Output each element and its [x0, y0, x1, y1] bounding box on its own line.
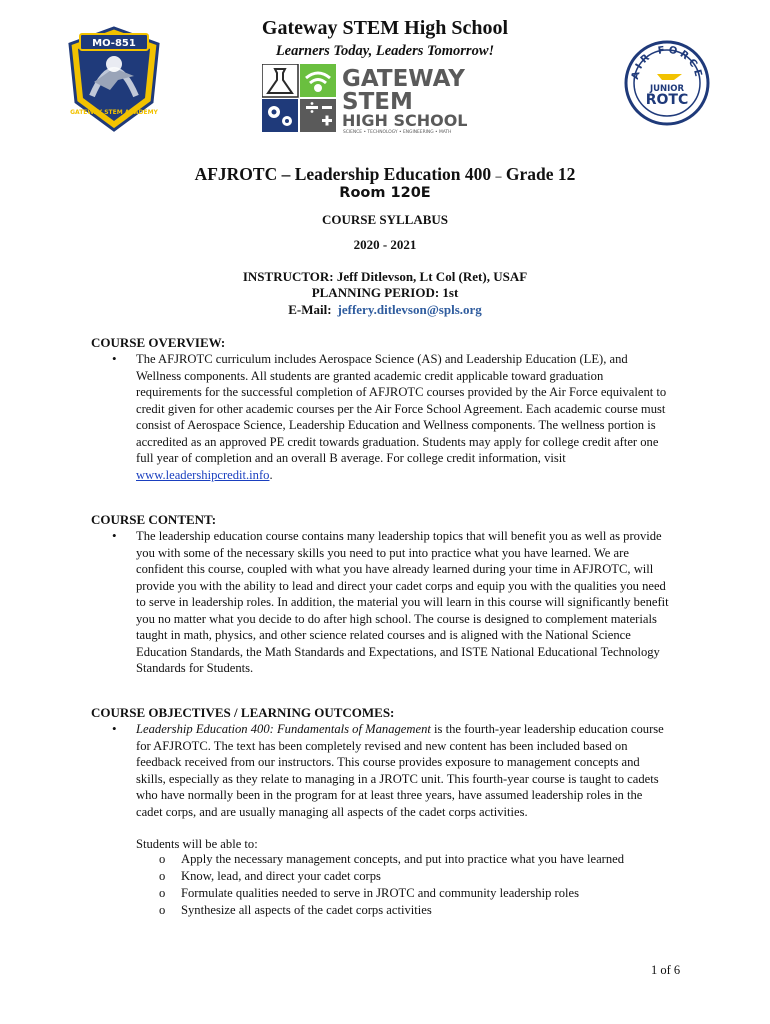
email-label: E-Mail:: [288, 302, 332, 317]
email-link[interactable]: jeffery.ditlevson@spls.org: [337, 302, 482, 317]
objectives-heading: COURSE OBJECTIVES / LEARNING OUTCOMES:: [91, 705, 395, 720]
objectives-paragraph: [136, 721, 672, 820]
bullet-icon: •: [112, 528, 117, 543]
outcome-item: Synthesize all aspects of the cadet corps activities: [181, 903, 432, 917]
patch-top-text: MO-851: [92, 38, 136, 49]
sub-bullet-icon: o: [159, 869, 166, 883]
overview-text: The AFJROTC curriculum includes Aerospace Science (AS) and Leadership Education (LE), and Wellness components. All students are granted academic credit applicable toward graduation requirements for the successful completion of AFJROTC courses provided by the Air Force equivalent to credit given for other academic courses per the Air Force School Agreement. Each academic course must consist of Aerospace Science, Leadership Education and Wellness components. The wellness portion is accredited as an approved PE credit towards graduation. Students may apply for college credit after one full year of completion and an overall B average. For college credit information, visit: [136, 352, 667, 465]
logo-rotc-text: ROTC: [645, 92, 689, 108]
course-title-grade: Grade 12: [505, 164, 576, 184]
logo-junior-text: JUNIOR: [649, 84, 685, 94]
objectives-text: is the fourth-year leadership education course for AFJROTC. The text has been completely revised and new content has been included based on feedback received from our instructors. This course provides exposure to management concepts and skills, especially as they relate to managing in a JROTC unit. This fourth-year course is taught to cadets who have normally been in the program for at least three years, have assumed leadership roles in the cadet corps, and are usually managing all aspects of the cadet corps activities.: [136, 722, 664, 819]
sub-bullet-icon: o: [159, 886, 166, 900]
afjrotc-unit-patch-logo: [64, 24, 164, 134]
school-tagline: Learners Today, Leaders Tomorrow!: [275, 43, 495, 59]
outcome-item: Formulate qualities needed to serve in JROTC and community leadership roles: [181, 886, 580, 900]
logo-line-high-school: HIGH SCHOOL: [342, 111, 468, 130]
logo-line-stem: STEM: [342, 89, 413, 115]
content-paragraph: The leadership education course contains many leadership topics that will benefit you as well as provide you with some of the necessary skills you need to put into practice what you have learned. We are confident this course, coupled with what you have already learned during your time in AFJROTC, will provide you with the ability to lead and direct your cadet corps and equip you with the qualities you need to serve in leadership roles. In addition, the material you will learn in this course will significantly benefit you no matter what you decide to do after high school. The course is designed to complement materials taught in math, physics, and other science related courses and is aligned with the National Science Education Standards, the Math Standards and Expectations, and ISTE National Educational Technology Standards for Students.: [136, 529, 669, 675]
overview-paragraph: [136, 351, 672, 483]
able-to-line: Students will be able to:: [136, 837, 258, 851]
bullet-icon: •: [112, 351, 117, 366]
logo-arc-text: AIR FORCE: [629, 44, 705, 81]
course-title-dash: –: [495, 169, 502, 183]
outcome-item: Apply the necessary management concepts, and put into practice what you have learned: [181, 852, 625, 866]
patch-bottom-text: GATEWAY STEM ACADEMY: [70, 109, 158, 116]
sub-bullet-icon: o: [159, 852, 166, 866]
planning-period: PLANNING PERIOD: 1st: [311, 285, 459, 300]
instructor-line: INSTRUCTOR: Jeff Ditlevson, Lt Col (Ret), USAF: [242, 269, 528, 284]
bullet-icon: •: [112, 721, 117, 736]
sub-bullet-icon: o: [159, 903, 166, 917]
book-title: Leadership Education 400: Fundamentals of Management: [136, 722, 431, 736]
overview-text-end: .: [269, 467, 273, 482]
email-line: [0, 302, 770, 318]
page-number: 1 of 6: [651, 963, 681, 977]
course-title: [0, 164, 770, 185]
content-heading: COURSE CONTENT:: [91, 512, 217, 527]
course-title-main: AFJROTC – Leadership Education 400: [194, 164, 492, 184]
af-junior-rotc-logo: [624, 40, 710, 126]
gateway-stem-logo: [262, 64, 506, 134]
school-year: 2020 - 2021: [353, 237, 417, 252]
syllabus-label: COURSE SYLLABUS: [321, 212, 449, 227]
logo-footer: SCIENCE • TECHNOLOGY • ENGINEERING • MATH: [343, 130, 452, 134]
overview-heading: COURSE OVERVIEW:: [91, 335, 226, 350]
school-name: Gateway STEM High School: [261, 17, 509, 39]
room-number: Room 120E: [339, 185, 431, 201]
outcome-item: Know, lead, and direct your cadet corps: [181, 869, 381, 883]
logo-line-gateway: GATEWAY: [342, 66, 465, 92]
leadership-credit-link[interactable]: www.leadershipcredit.info: [136, 467, 270, 482]
